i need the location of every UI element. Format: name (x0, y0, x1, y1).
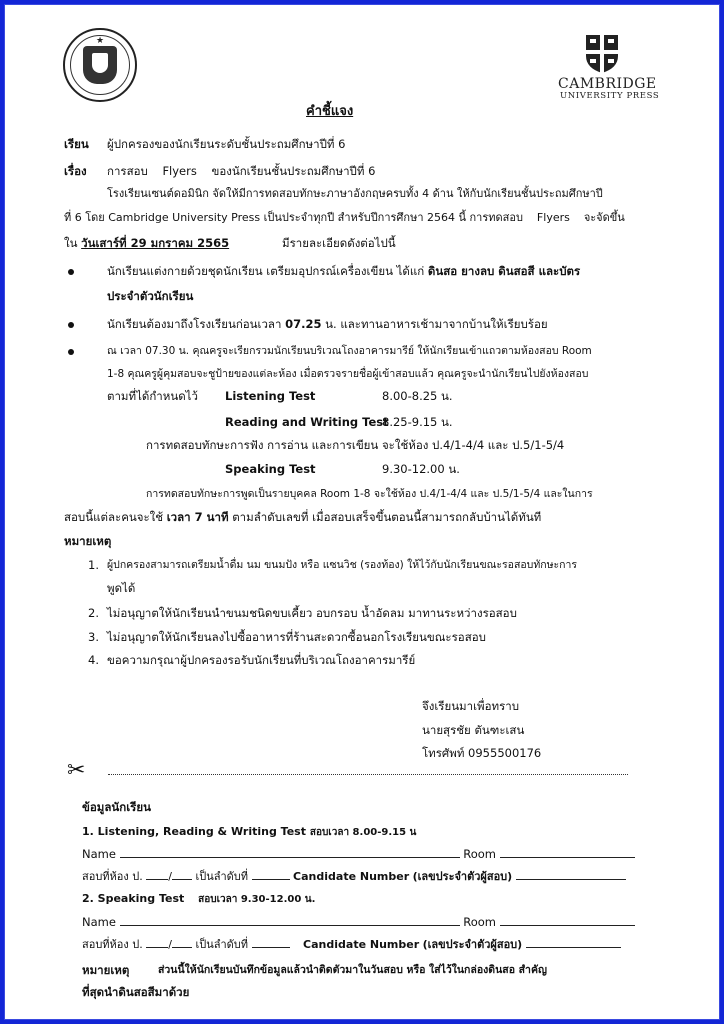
remark-number: 2. (88, 606, 99, 620)
bullet-dot (68, 322, 74, 328)
order-field[interactable] (252, 870, 290, 880)
slip-section-2 (82, 891, 315, 908)
remark-number: 3. (88, 630, 99, 644)
intro-line-3 (64, 235, 229, 251)
candidate-thai: (เลขประจำตัวผู้สอบ) (422, 938, 523, 951)
schedule-time: 9.30-12.00 น. (382, 462, 460, 476)
slip-note-line-1: ส่วนนี้ให้นักเรียนบันทึกข้อมูลแล้วนำติดตัวมาในวันสอบ หรือ ใส่ไว้ในกล่องดินสอ สำคัญ (158, 964, 547, 976)
class-field[interactable] (172, 938, 192, 948)
schedule-test: Reading and Writing Test (225, 415, 389, 429)
room-row-1 (82, 869, 626, 885)
room-row-2 (82, 937, 621, 953)
slash: / (168, 938, 172, 951)
bullet-2-time: 07.25 (285, 317, 322, 331)
speaking-note-prefix: สอบนี้แต่ละคนจะใช้ (64, 510, 164, 524)
bullet-2-prefix: นักเรียนต้องมาถึงโรงเรียนก่อนเวลา (107, 317, 282, 331)
bullet-3-line-3: ตามที่ได้กำหนดไว้ (107, 389, 198, 403)
bullet-3-line-1: ณ เวลา 07.30 น. คุณครูจะเรียกรวมนักเรียนบริเวณโถงอาคารมารีย์ ให้นักเรียนเข้าแถวตามห้องสอบ Room (107, 345, 592, 357)
section-1-title: 1. Listening, Reading & Writing Test (82, 825, 306, 838)
grade-field[interactable] (146, 938, 168, 948)
slip-note-line-2: ที่สุดนำดินสอสีมาด้วย (82, 985, 190, 999)
remark-number: 1. (88, 558, 99, 572)
remarks-heading: หมายเหตุ (64, 534, 112, 548)
university-press-wordmark: UNIVERSITY PRESS (560, 91, 660, 101)
name-label: Name (82, 847, 116, 861)
name-row-2 (82, 914, 635, 930)
intro-line-1: โรงเรียนเซนต์ดอมินิก จัดให้มีการทดสอบทักษะภาษาอังกฤษครบทั้ง 4 ด้าน ให้กับนักเรียนชั้นประถมศึกษาปี (107, 187, 603, 200)
bullet-1-line-2: ประจำตัวนักเรียน (107, 289, 194, 303)
name-row-1 (82, 846, 635, 862)
candidate-label: Candidate Number (303, 938, 420, 951)
room-field[interactable] (500, 848, 635, 858)
name-label: Name (82, 915, 116, 929)
schedule-time: 8.00-8.25 น. (382, 389, 453, 403)
name-field[interactable] (120, 848, 460, 858)
room-label: Room (463, 847, 496, 861)
section-1-time: สอบเวลา 8.00-9.15 น (309, 827, 417, 838)
bullet-3-line-2: 1-8 คุณครูผู้คุมสอบจะชูป้ายของแต่ละห้อง เมื่อตรวจรายชื่อผู้เข้าสอบแล้ว คุณครูจะนำนักเรียนไปยังห้องสอบ (107, 368, 589, 380)
candidate-field[interactable] (516, 870, 626, 880)
speaking-note-suffix: ตามลำดับเลขที่ เมื่อสอบเสร็จขึ้นตอนนี้สามารถกลับบ้านได้ทันที (232, 510, 542, 524)
school-seal-logo: ★ (63, 28, 137, 102)
remark-text: ผู้ปกครองสามารถเตรียมน้ำดื่ม นม ขนมปัง หรือ แซนวิช (รองท้อง) ให้ไว้กับนักเรียนขณะรอสอบทักษะการ (107, 559, 578, 571)
bullet-1-items: ดินสอ ยางลบ ดินสอสี และบัตร (427, 264, 581, 278)
signature-phone: โทรศัพท์ 0955500176 (422, 746, 542, 760)
speaking-duration: เวลา 7 นาที (166, 510, 229, 524)
room-field[interactable] (500, 916, 635, 926)
subject-label: เรื่อง (64, 164, 87, 178)
name-field[interactable] (120, 916, 460, 926)
candidate-label: Candidate Number (293, 870, 410, 883)
intro-prefix: ใน (64, 236, 78, 250)
to-text: ผู้ปกครองของนักเรียนระดับชั้นประถมศึกษาปีที่ 6 (107, 137, 346, 151)
grade-field[interactable] (146, 870, 168, 880)
bullet-dot (68, 269, 74, 275)
schedule-time: 8.25-9.15 น. (382, 415, 453, 429)
exam-date: วันเสาร์ที่ 29 มกราคม 2565 (81, 236, 230, 250)
cambridge-wordmark: CAMBRIDGE (558, 76, 657, 92)
cut-line (108, 774, 628, 775)
intro-suffix: มีรายละเอียดดังต่อไปนี้ (282, 236, 396, 250)
candidate-field[interactable] (526, 938, 621, 948)
remark-number: 4. (88, 653, 99, 667)
signature-closing: จึงเรียนมาเพื่อทราบ (422, 699, 520, 713)
slash: / (168, 870, 172, 883)
room-label: Room (463, 915, 496, 929)
remark-text: ขอความกรุณาผู้ปกครองรอรับนักเรียนที่บริเวณโถงอาคารมารีย์ (107, 653, 416, 667)
remark-text: ไม่อนุญาตให้นักเรียนลงไปซื้ออาหารที่ร้านสะดวกซื้อนอกโรงเรียนขณะรอสอบ (107, 630, 486, 644)
order-label: เป็นลำดับที่ (195, 870, 249, 883)
speaking-note-line-2 (64, 509, 541, 525)
class-field[interactable] (172, 870, 192, 880)
bullet-2-suffix: น. และทานอาหารเช้ามาจากบ้านให้เรียบร้อย (325, 317, 548, 331)
speaking-note-line-1: การทดสอบทักษะการพูดเป็นรายบุคคล Room 1-8 จะใช้ห้อง ป.4/1-4/4 และ ป.5/1-5/4 และในการ (146, 488, 593, 500)
candidate-thai: (เลขประจำตัวผู้สอบ) (412, 870, 513, 883)
slip-heading: ข้อมูลนักเรียน (82, 800, 151, 814)
room-row-prefix: สอบที่ห้อง ป. (82, 938, 143, 951)
remark-text: ไม่อนุญาตให้นักเรียนนำขนมชนิดขบเคี้ยว อบกรอบ น้ำอัดลม มาทานระหว่างรอสอบ (107, 606, 517, 620)
section-2-time: สอบเวลา 9.30-12.00 น. (198, 894, 316, 905)
order-label: เป็นลำดับที่ (195, 938, 249, 951)
to-label: เรียน (64, 137, 89, 151)
schedule-test: Speaking Test (225, 462, 316, 476)
bullet-dot (68, 349, 74, 355)
page-title: คำชี้แจง (306, 104, 354, 119)
room-row-prefix: สอบที่ห้อง ป. (82, 870, 143, 883)
written-test-rooms: การทดสอบทักษะการฟัง การอ่าน และการเขียน จะใช้ห้อง ป.4/1-4/4 และ ป.5/1-5/4 (146, 438, 565, 452)
section-2-title: 2. Speaking Test (82, 892, 185, 905)
bullet-1-text: นักเรียนแต่งกายด้วยชุดนักเรียน เตรียมอุปกรณ์เครื่องเขียน ได้แก่ (107, 264, 425, 278)
remark-text: พูดได้ (107, 581, 136, 595)
slip-note-label: หมายเหตุ (82, 963, 130, 977)
bullet-2 (107, 316, 548, 332)
order-field[interactable] (252, 938, 290, 948)
bullet-1-line-1 (107, 263, 580, 279)
slip-section-1 (82, 824, 416, 841)
cambridge-shield-logo (585, 34, 619, 74)
intro-line-2: ที่ 6 โดย Cambridge University Press เป็นประจำทุกปี สำหรับปีการศึกษา 2564 นี้ การทดสอบ Flyers จะจัดขึ้น (64, 211, 625, 224)
subject-text: การสอบ Flyers ของนักเรียนชั้นประถมศึกษาปีที่ 6 (107, 164, 376, 178)
signature-name: นายสุรชัย ตันฑะเสน (422, 723, 525, 737)
scissors-icon: ✂ (67, 758, 86, 783)
schedule-test: Listening Test (225, 389, 316, 403)
